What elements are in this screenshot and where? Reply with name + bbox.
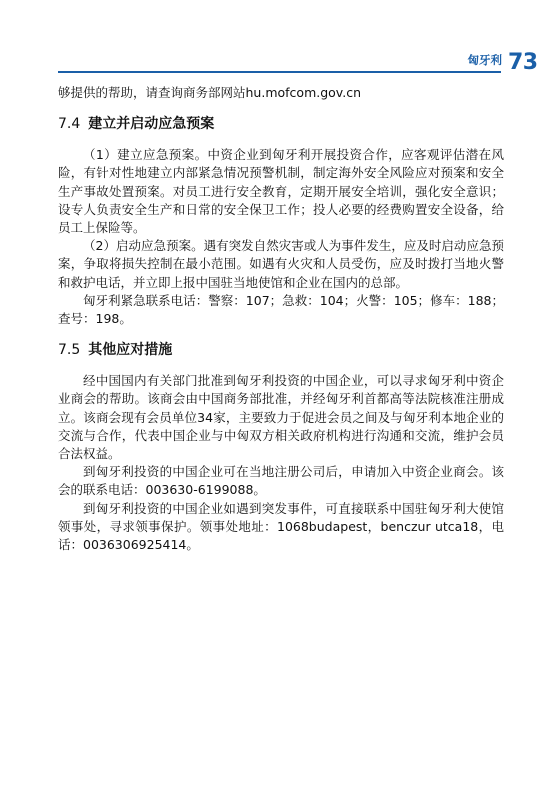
section-heading-7-5 — [58, 340, 504, 360]
section-7-5-body — [58, 372, 504, 554]
intro-line: 够提供的帮助，请查询商务部网站hu.mofcom.gov.cn — [58, 85, 361, 100]
paragraph: 到匈牙利投资的中国企业可在当地注册公司后，申请加入中资企业商会。该会的联系电话：003630-6199088。 — [58, 464, 504, 498]
page-body — [58, 84, 504, 554]
paragraph: （1）建立应急预案。中资企业到匈牙利开展投资合作，应客观评估潜在风险，有针对性地建立内部紧急情况预警机制，制定海外安全风险应对预案和安全生产事故处置预案。对员工进行安全教育，定期开展安全培训，强化安全意识；设专人负责安全生产和日常的安全保卫工作；投人必要的经费购置安全设备，给员工上保险等。 — [58, 147, 504, 236]
paragraph: 经中国国内有关部门批准到匈牙利投资的中国企业，可以寻求匈牙利中资企业商会的帮助。该商会由中国商务部批准，并经匈牙利首都高等法院核准注册成立。该商会现有会员单位34家，主要致力于促进会员之间及与匈牙利本地企业的交流与合作，代表中国企业与中匈双方相关政府机构进行沟通和交流，维护会员合法权益。 — [58, 373, 504, 462]
section-number: 7.4 — [58, 116, 81, 133]
page-number: 73 — [508, 50, 538, 75]
section-7-4-body — [58, 146, 504, 328]
paragraph: 匈牙利紧急联系电话：警察：107；急救：104；火警：105；修车：188；查号：198。 — [58, 292, 504, 327]
section-number: 7.5 — [58, 342, 81, 359]
section-heading-7-4 — [58, 114, 504, 134]
paragraph: （2）启动应急预案。遇有突发自然灾害或人为事件发生，应及时启动应急预案，争取将损失控制在最小范围。如遇有火灾和人员受伤，应及时拨打当地火警和救护电话，并立即上报中国驻当地使馆和企业在国内的总部。 — [58, 238, 504, 290]
running-header-country: 匈牙利 — [467, 53, 502, 67]
section-title: 其他应对措施 — [88, 342, 173, 359]
header-rule — [58, 71, 501, 73]
paragraph: 到匈牙利投资的中国企业如遇到突发事件，可直接联系中国驻匈牙利大使馆领事处，寻求领事保护。领事处地址：1068budapest，benczur utca18，电话：0036306925414。 — [58, 500, 504, 553]
section-title: 建立并启动应急预案 — [88, 116, 215, 133]
